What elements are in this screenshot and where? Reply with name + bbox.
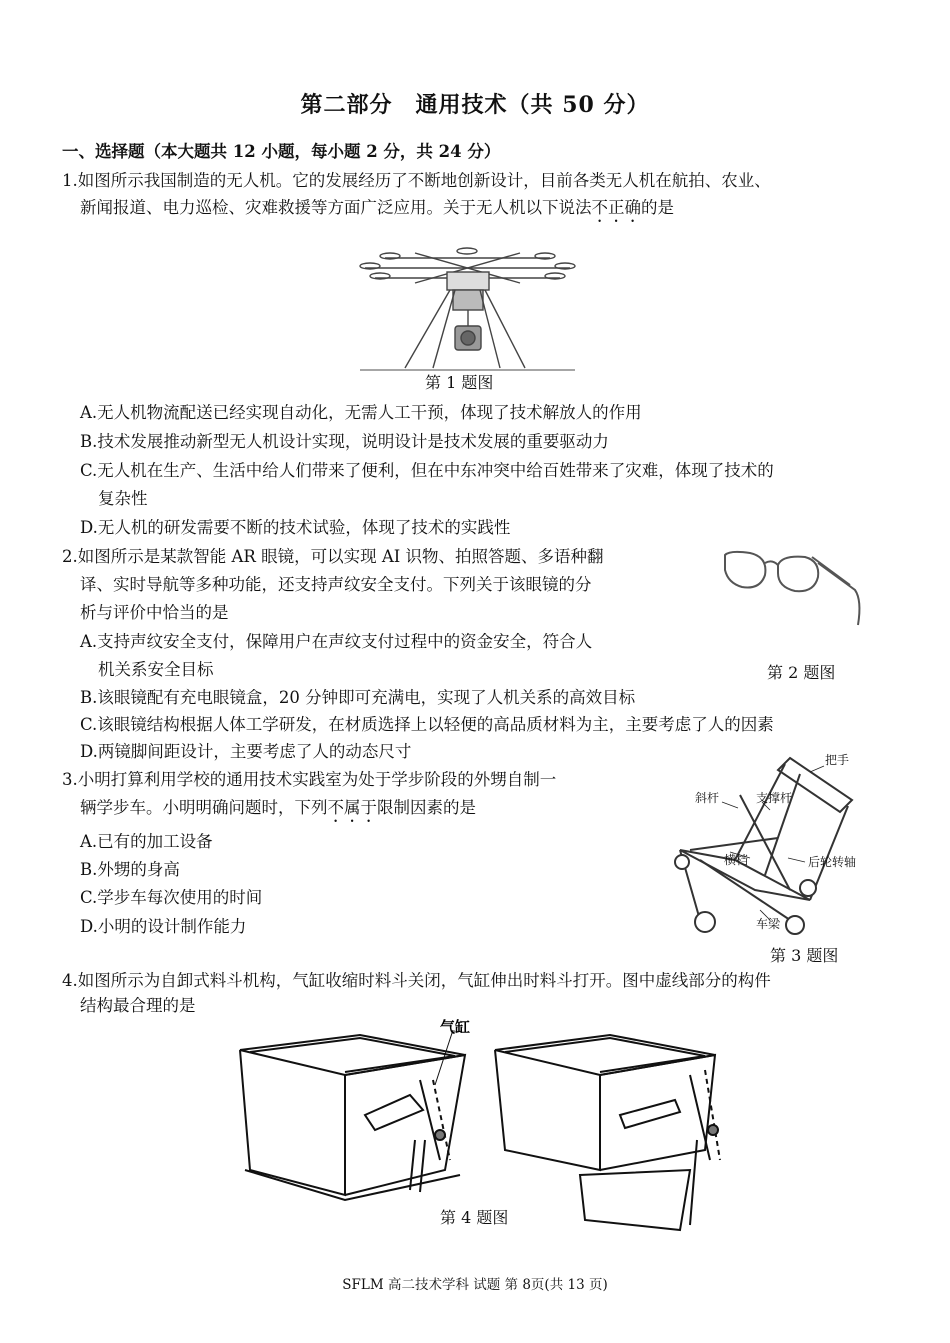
q2-option-a-cont: 机关系安全目标: [98, 660, 214, 679]
walker-label-beam: 车梁: [756, 917, 781, 931]
q4-stem-line1: 4.如图所示为自卸式料斗机构，气缸收缩时料斗关闭，气缸伸出时料斗打开。图中虚线部分的构件: [62, 971, 771, 990]
q1-option-b: B.技术发展推动新型无人机设计实现，说明设计是技术发展的重要驱动力: [80, 432, 609, 451]
q1-emphasis: 不正确: [591, 198, 641, 217]
q2-stem-line1: 2.如图所示是某款智能 AR 眼镜，可以实现 AI 识物、拍照答题、多语种翻: [62, 547, 604, 566]
q3-option-b: B.外甥的身高: [80, 860, 180, 879]
walker-figure: [660, 750, 875, 940]
q1-stem-line2: 新闻报道、电力巡检、灾难救援等方面广泛应用。关于无人机以下说法不正确的是: [80, 198, 674, 217]
cylinder-label: 气缸: [440, 1018, 471, 1036]
q1-option-a: A.无人机物流配送已经实现自动化，无需人工干预，体现了技术解放人的作用: [80, 403, 642, 422]
q1-option-d: D.无人机的研发需要不断的技术试验，体现了技术的实践性: [80, 518, 511, 537]
page-footer: SFLM 高二技术学科 试题 第 8页(共 13 页): [342, 1277, 608, 1293]
walker-label-crossbar: 横档: [724, 853, 749, 867]
section-heading: 一、选择题（本大题共 12 小题，每小题 2 分，共 24 分）: [62, 142, 501, 161]
q2-option-d: D.两镜脚间距设计，主要考虑了人的动态尺寸: [80, 742, 412, 761]
q3-emphasis: 不属于: [327, 798, 377, 817]
q2-stem-line2: 译、实时导航等多种功能，还支持声纹安全支付。下列关于该眼镜的分: [80, 575, 592, 594]
q3-stem-line1: 3.小明打算利用学校的通用技术实践室为处于学步阶段的外甥自制一: [62, 770, 557, 789]
page-title: 第二部分 通用技术（共 50 分）: [300, 92, 650, 118]
q3-option-c: C.学步车每次使用的时间: [80, 888, 263, 907]
q3-stem-line2: 辆学步车。小明明确问题时，下列不属于限制因素的是: [80, 798, 476, 817]
q1-caption: 第 1 题图: [425, 373, 494, 392]
ar-glasses-figure: [720, 545, 865, 635]
q1-stem-line1: 1.如图所示我国制造的无人机。它的发展经历了不断地创新设计，目前各类无人机在航拍、农业、: [62, 171, 771, 190]
q4-caption: 第 4 题图: [440, 1208, 509, 1227]
walker-label-axle: 后轮转轴: [808, 855, 857, 869]
q1-option-c: C.无人机在生产、生活中给人们带来了便利，但在中东冲突中给百姓带来了灾难，体现了技术的: [80, 461, 774, 480]
hopper-figure: [235, 1020, 725, 1235]
q2-caption: 第 2 题图: [767, 663, 836, 682]
q2-option-b: B.该眼镜配有充电眼镜盒，20 分钟即可充满电，实现了人机关系的高效目标: [80, 688, 636, 707]
q4-stem-line2: 结构最合理的是: [80, 996, 196, 1015]
q2-option-a: A.支持声纹安全支付，保障用户在声纹支付过程中的资金安全，符合人: [80, 632, 593, 651]
walker-label-support: 支撑杆: [756, 791, 793, 805]
q2-stem-line3: 析与评价中恰当的是: [80, 603, 229, 622]
q3-option-d: D.小明的设计制作能力: [80, 917, 247, 936]
walker-label-handle: 把手: [825, 753, 850, 767]
q3-option-a: A.已有的加工设备: [80, 832, 213, 851]
q3-caption: 第 3 题图: [770, 946, 839, 965]
q2-option-c: C.该眼镜结构根据人体工学研发，在材质选择上以轻便的高品质材料为主，主要考虑了人的因素: [80, 715, 774, 734]
drone-figure: [355, 248, 580, 373]
q1-option-c-cont: 复杂性: [98, 489, 148, 508]
walker-label-diagonal: 斜杆: [695, 791, 720, 805]
